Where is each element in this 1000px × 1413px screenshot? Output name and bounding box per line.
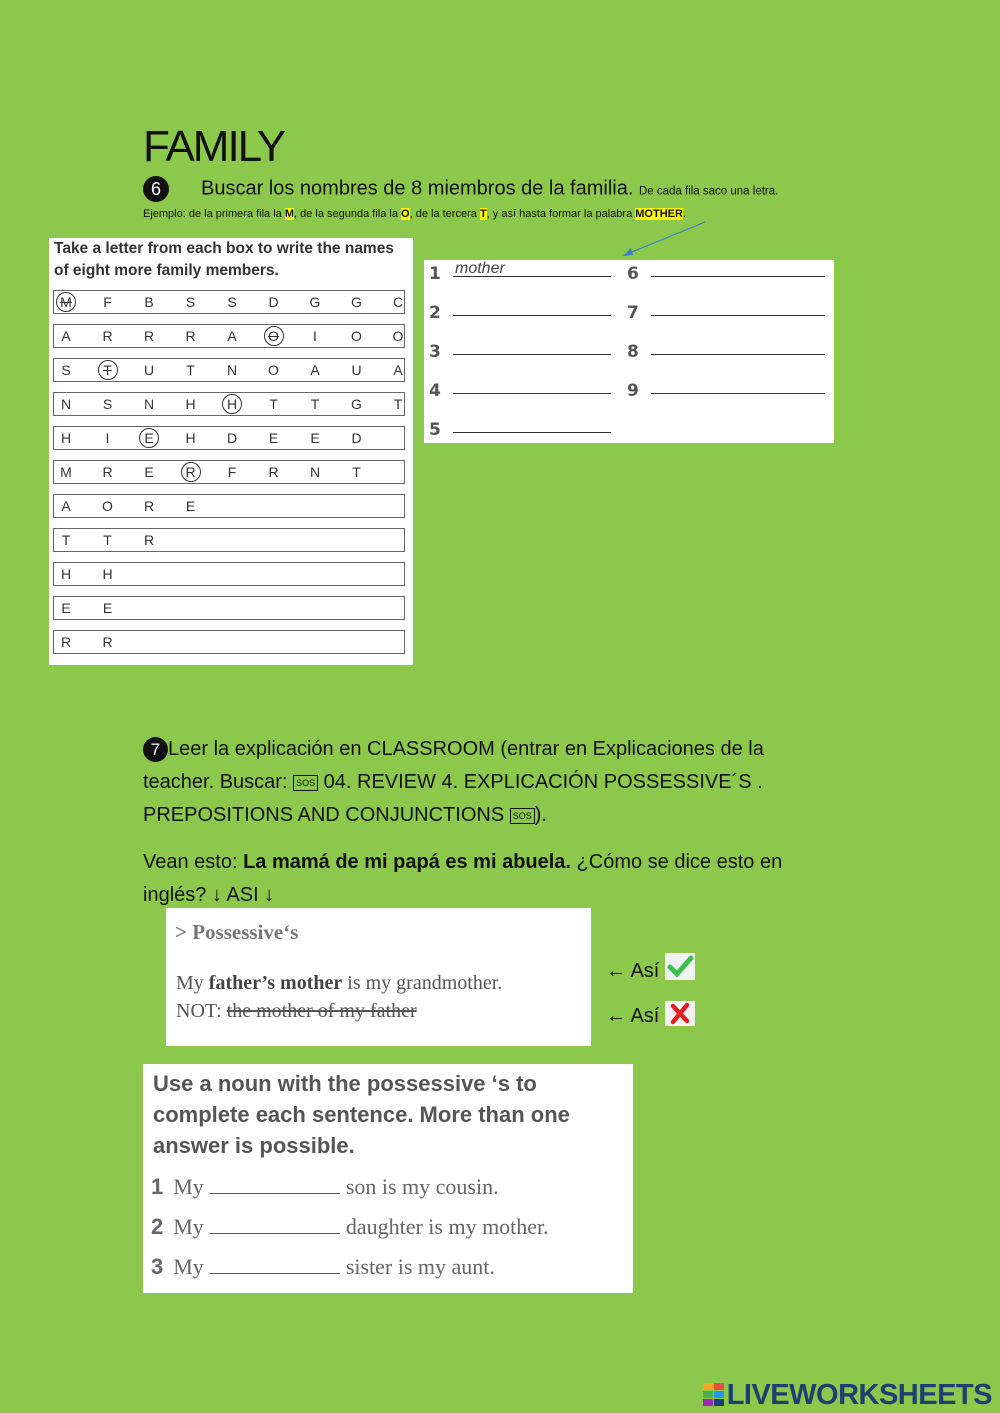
grid-row: [53, 596, 405, 620]
grid-letter: S: [227, 294, 237, 310]
grid-letter: R: [268, 464, 279, 480]
instruction-text: Buscar los nombres de 8 miembros de la familia.: [201, 177, 634, 200]
grid-letter: M: [56, 292, 76, 312]
grid-letter: S: [61, 362, 71, 378]
answer-line[interactable]: [453, 432, 611, 433]
grid-row: [53, 426, 405, 450]
grid-letter: O: [102, 498, 113, 514]
grid-row: [53, 392, 405, 416]
grid-row: [53, 528, 405, 552]
grid-letter: E: [144, 464, 154, 480]
answer-line[interactable]: [651, 315, 825, 316]
grid-letter: N: [309, 464, 321, 480]
grid-row: [53, 562, 405, 586]
answer-slot: 9: [627, 381, 639, 401]
answer-line[interactable]: [453, 393, 611, 394]
grid-letter: H: [185, 430, 196, 446]
grid-row: [53, 358, 405, 382]
grid-letter: C: [392, 294, 404, 310]
incorrect-example: NOT: the mother of my father: [176, 1000, 417, 1022]
possessive-exercise-panel: [143, 1064, 633, 1293]
grid-letter: T: [61, 532, 71, 548]
grid-letter: O: [392, 328, 404, 344]
grid-letter: R: [185, 328, 196, 344]
letter-grid-panel: [49, 238, 413, 665]
grid-row: [53, 324, 405, 348]
answer-slot: 5: [429, 420, 441, 440]
grid-letter: D: [351, 430, 362, 446]
exercise-number: 7: [143, 737, 168, 762]
exercise-7-instruction: 7 Leer la explicación en CLASSROOM (entrar en Explicaciones de la teacher. Buscar: SOS 04. REVIEW 4. EXPLICACIÓN POSSESSIVE´S . PREPOSITIONS AND CONJUNCTIONS SOS ).: [143, 738, 764, 826]
answer-slot: 8: [627, 342, 639, 362]
exercise-heading: Use a noun with the possessive ‘s to complete each sentence. More than one answer is possible.: [153, 1071, 570, 1158]
grid-letter: R: [143, 498, 155, 514]
grid-letter: F: [103, 294, 112, 310]
grid-row: [53, 630, 405, 654]
grid-letter: E: [310, 430, 320, 446]
vean-esto-text: Vean esto: La mamá de mi papá es mi abuela. ¿Cómo se dice esto en inglés? ↓ ASI ↓: [143, 851, 783, 906]
grid-letter: O: [268, 362, 279, 378]
answer-line[interactable]: [651, 393, 825, 394]
exercise-6-instruction: [143, 176, 778, 202]
answer-slot: 6: [627, 264, 639, 284]
grid-letter: E: [139, 428, 159, 448]
cross-icon: [665, 1001, 695, 1026]
grid-letter: M: [60, 464, 72, 480]
exercise-item: 1 My son is my cousin.: [151, 1174, 499, 1199]
answer-line[interactable]: [453, 354, 611, 355]
grid-letter: T: [186, 362, 195, 378]
possessive-example-panel: [166, 908, 591, 1046]
answer-line[interactable]: [453, 315, 611, 316]
grid-letter: N: [60, 396, 72, 412]
asi-correct: ← Así: [606, 960, 660, 982]
sos-icon: SOS: [293, 775, 318, 791]
answer-slot: 2: [429, 303, 441, 323]
possessive-title: > Possessive‘s: [175, 920, 299, 944]
asi-incorrect: ← Así: [606, 1005, 660, 1027]
grid-letter: O: [351, 328, 362, 344]
grid-letter: A: [227, 328, 237, 344]
exercise-item: 2 My daughter is my mother.: [151, 1214, 549, 1239]
grid-letter: I: [105, 430, 110, 446]
instruction-note: De cada fila saco una letra.: [638, 185, 779, 198]
grid-letter: H: [60, 566, 72, 582]
grid-letter: R: [143, 532, 155, 548]
exercise-item: 3 My sister is my aunt.: [151, 1254, 495, 1279]
grid-letter: T: [98, 360, 118, 380]
grid-letter: U: [351, 362, 362, 378]
grid-letter: E: [185, 498, 196, 514]
exercise-number: 6: [143, 176, 169, 202]
grid-letter: R: [102, 634, 113, 650]
grid-letter: A: [61, 498, 71, 514]
grid-row: [53, 460, 405, 484]
answer-blank[interactable]: [210, 1175, 340, 1194]
grid-letter: T: [393, 396, 403, 412]
grid-letter: A: [393, 362, 403, 378]
grid-letter: A: [310, 362, 320, 378]
grid-row: [53, 494, 405, 518]
grid-letter: R: [143, 328, 155, 344]
grid-letter: R: [181, 462, 201, 482]
grid-letter: D: [226, 430, 238, 446]
grid-letter: E: [268, 430, 279, 446]
grid-letter: G: [351, 294, 362, 310]
grid-letter: N: [143, 396, 155, 412]
answer-slot: 4: [429, 381, 441, 401]
grid-letter: N: [226, 362, 238, 378]
grid-letter: T: [269, 396, 278, 412]
logo-icon: [703, 1383, 725, 1407]
grid-letter: R: [60, 634, 72, 650]
grid-letter: G: [351, 396, 362, 412]
grid-letter: T: [352, 464, 361, 480]
answer-panel: [424, 260, 834, 443]
sos-icon: SOS: [510, 808, 535, 824]
grid-letter: R: [102, 464, 113, 480]
grid-letter: U: [143, 362, 155, 378]
grid-letter: S: [185, 294, 196, 310]
grid-letter: G: [309, 294, 321, 310]
pointer-arrow-icon: [615, 218, 715, 260]
correct-example: My father’s mother is my grandmother.: [176, 972, 503, 994]
grid-letter: H: [102, 566, 113, 582]
grid-letter: B: [144, 294, 154, 310]
grid-letter: H: [60, 430, 72, 446]
answer-slot: 1 mother: [429, 264, 441, 284]
grid-letter: T: [310, 396, 320, 412]
grid-letter: I: [313, 328, 317, 344]
answer-line[interactable]: [651, 354, 825, 355]
grid-row: [53, 290, 405, 314]
grid-letter: H: [222, 394, 242, 414]
example-text: Ejemplo: de la primera fila la M, de la segunda fila la O, de la tercera T, y así hasta formar la palabra MOTHER.: [143, 208, 686, 220]
grid-letter: H: [185, 396, 196, 412]
grid-letter: E: [102, 600, 113, 616]
grid-letter: R: [102, 328, 113, 344]
liveworksheets-logo[interactable]: LIVEWORKSHEETS: [703, 1379, 992, 1412]
page-title: FAMILY: [143, 122, 285, 171]
grid-letter: A: [61, 328, 71, 344]
answer-blank[interactable]: [210, 1255, 340, 1274]
answer-line[interactable]: [651, 276, 825, 277]
answer-slot: 3: [429, 342, 441, 362]
grid-letter: F: [227, 464, 237, 480]
example-answer: mother: [455, 260, 505, 277]
answer-slot: 7: [627, 303, 639, 323]
grid-letter: O: [264, 326, 284, 346]
answer-blank[interactable]: [210, 1215, 340, 1234]
grid-letter: T: [103, 532, 112, 548]
grid-letter: D: [268, 294, 279, 310]
check-icon: [665, 953, 695, 980]
grid-letter: E: [61, 600, 71, 616]
grid-heading: Take a letter from each box to write the names of eight more family members.: [54, 240, 394, 279]
grid-letter: S: [102, 396, 113, 412]
